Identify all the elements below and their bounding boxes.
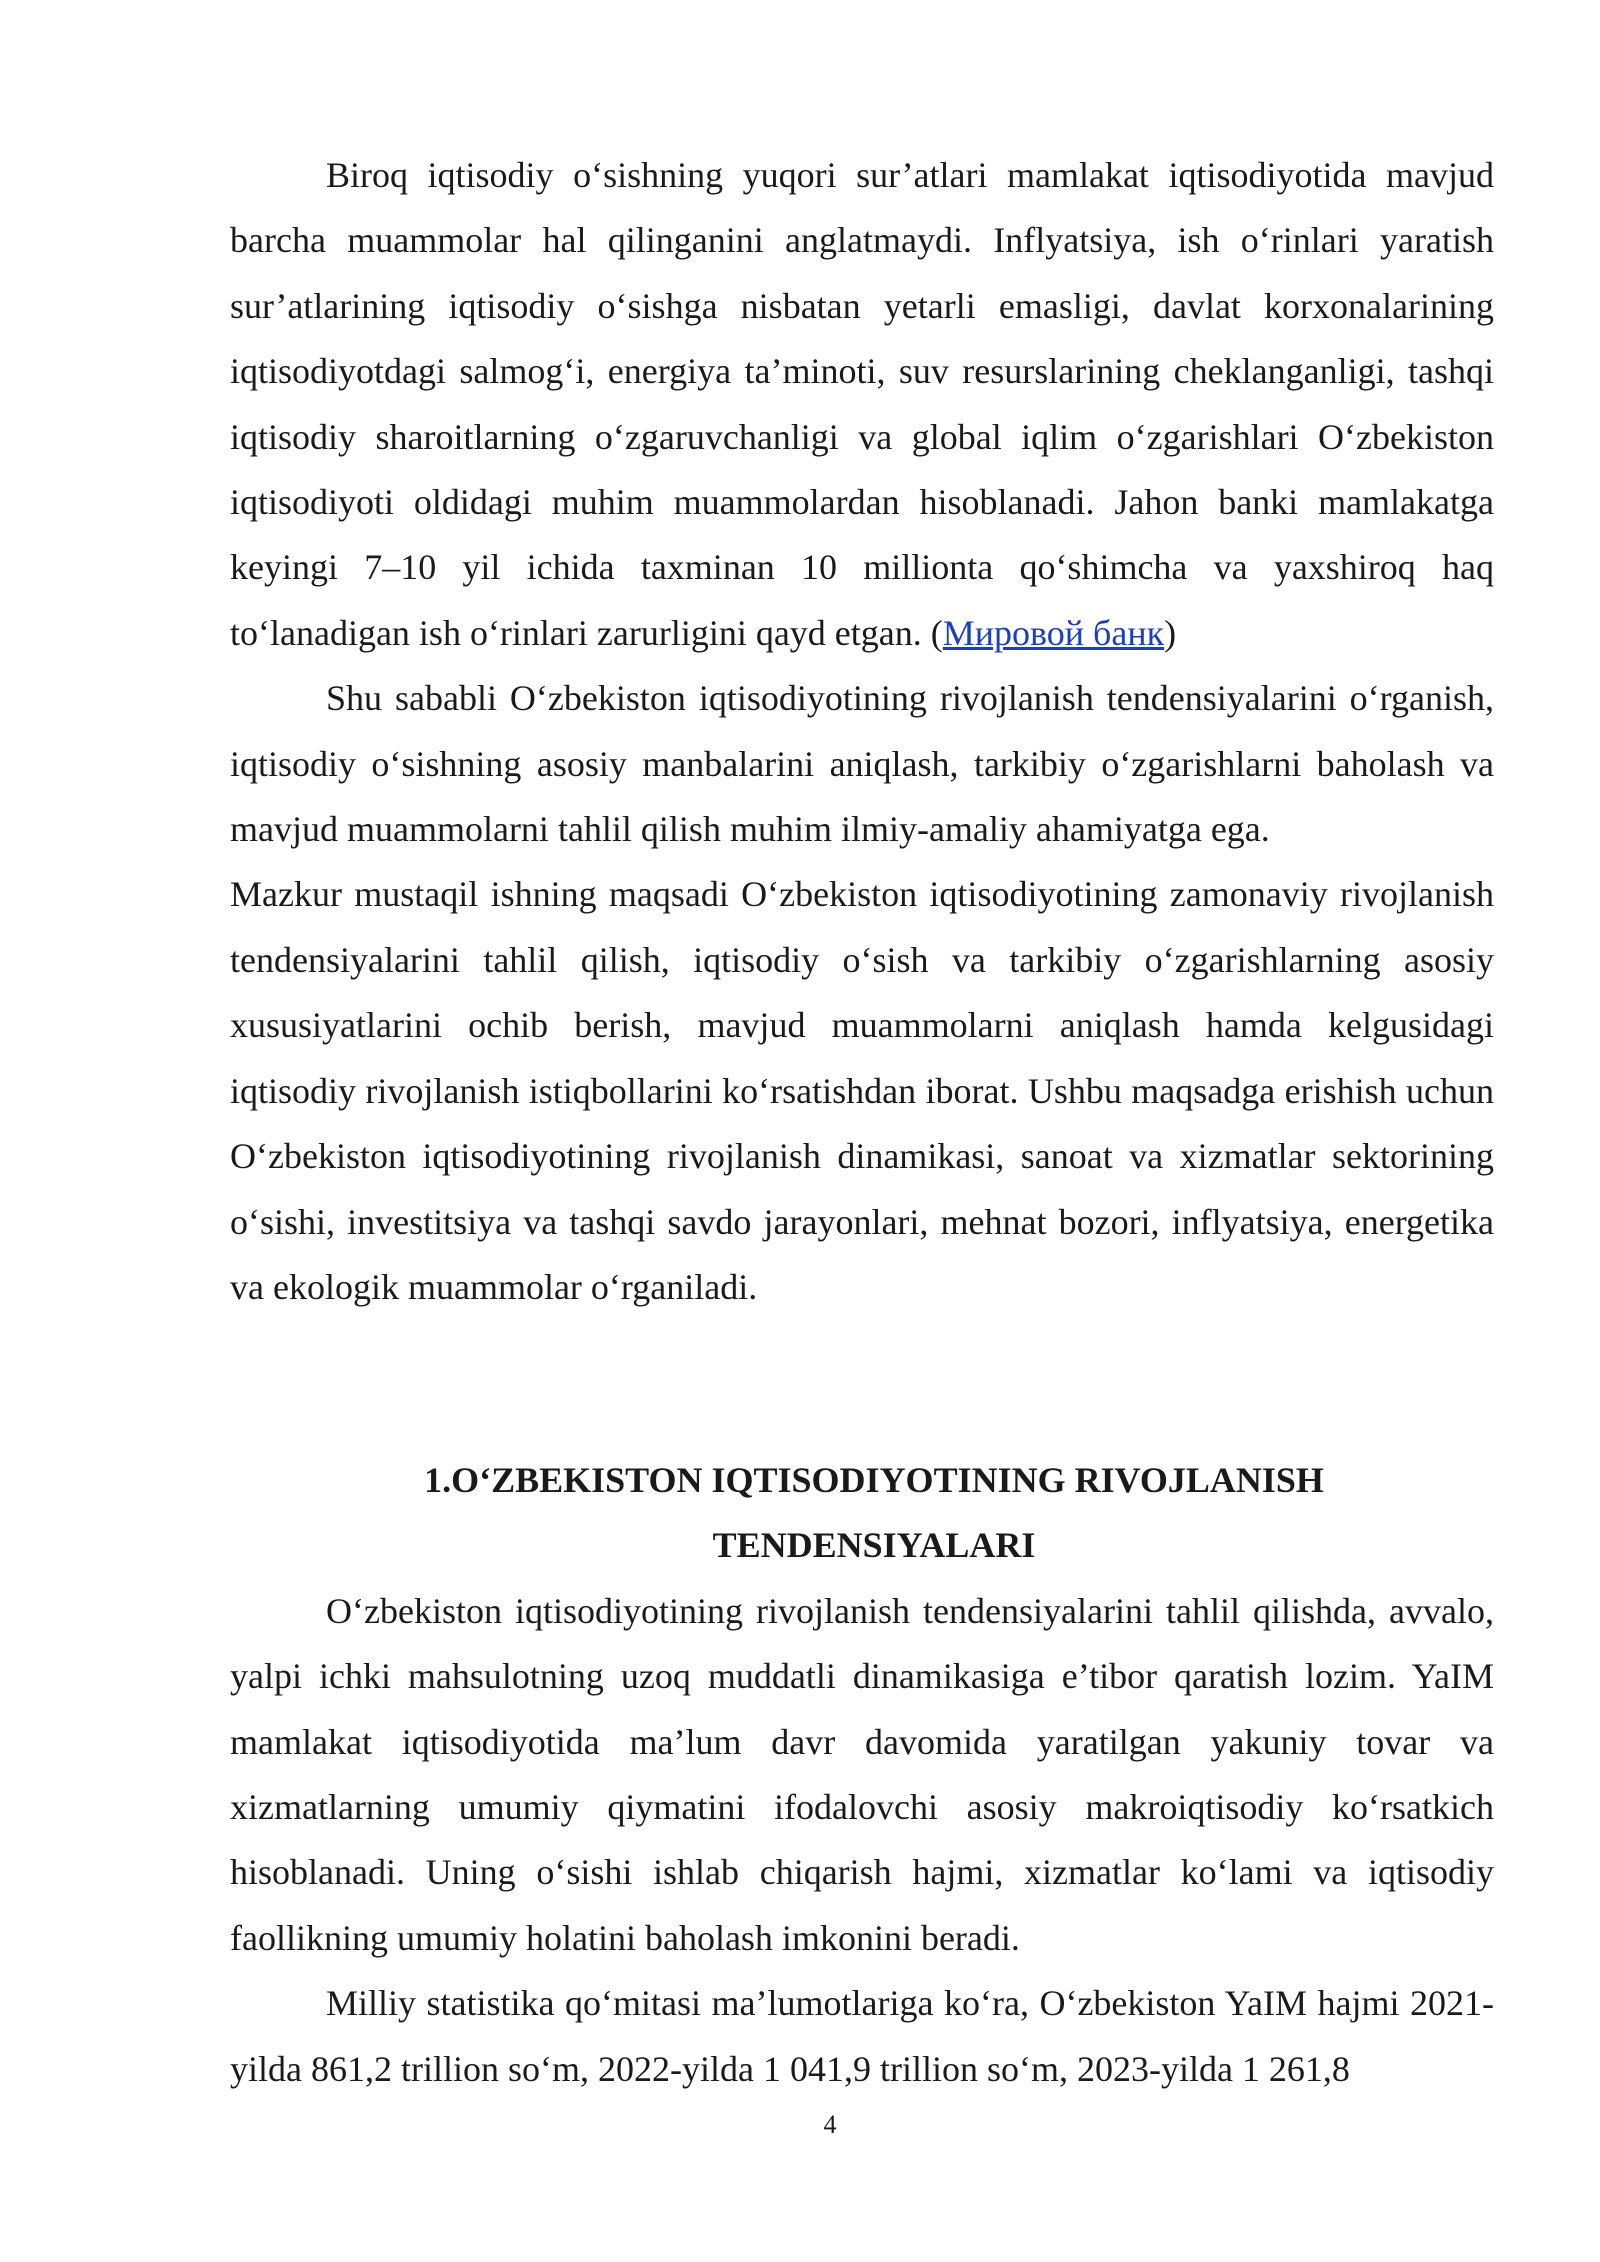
paragraph-purpose: Mazkur mustaqil ishning maqsadi O‘zbekiston iqtisodiyotining zamonaviy rivojlanish tendensiyalarini tahlil qilish, iqtisodiy o‘sish va tarkibiy o‘zgarishlarning asosiy xususiyatlarini ochib berish, mavjud muammolarni aniqlash hamda kelgusidagi iqtisodiy rivojlanish istiqbollarini ko‘rsatishdan iborat. Ushbu maqsadga erishish uchun O‘zbekiston iqtisodiyotining rivojlanish dinamikasi, sanoat va xizmatlar sektorining o‘sishi, investitsiya va tashqi savdo jarayonlari, mehnat bozori, inflyatsiya, energetika va ekologik muammolar o‘rganiladi. [230,874,1494,1307]
paragraph-intro-problems-text: Biroq iqtisodiy o‘sishning yuqori sur’atlari mamlakat iqtisodiyotida mavjud barcha muammolar hal qilinganini anglatmaydi. Inflyatsiya, ish o‘rinlari yaratish sur’atlarining iqtisodiy o‘sishga nisbatan yetarli emasligi, davlat korxonalarining iqtisodiyotdagi salmog‘i, energiya ta’minoti, suv resurslarining cheklanganligi, tashqi iqtisodiy sharoitlarning o‘zgaruvchanligi va global iqlim o‘zgarishlari O‘zbekiston iqtisodiyoti oldidagi muhim muammolardan hisoblanadi. Jahon banki mamlakatga keyingi 7–10 yil ichida taxminan 10 millionta qo‘shimcha va yaxshiroq haq to‘lanadigan ish o‘rinlari zarurligini qayd etgan. ( [230,155,1494,653]
world-bank-link[interactable]: Мировой банк [942,612,1165,653]
paragraph-intro-problems [230,143,1494,666]
paragraph-intro-problems-close: ) [1164,612,1177,653]
body-text-top [230,143,1494,1320]
section-heading-line-1: 1.O‘ZBEKISTON IQTISODIYOTINING RIVOJLANISH [424,1460,1324,1500]
paragraph-relevance: Shu sababli O‘zbekiston iqtisodiyotining rivojlanish tendensiyalarini o‘rganish, iqtisodiy o‘sishning asosiy manbalarini aniqlash, tarkibiy o‘zgarishlarni baholash va mavjud muammolarni tahlil qilish muhim ilmiy-amaliy ahamiyatga ega. [230,678,1494,850]
page-number: 4 [823,2110,837,2139]
body-text-bottom [230,1448,1494,2102]
paragraph-gdp-statistics: Milliy statistika qo‘mitasi ma’lumotlariga ko‘ra, O‘zbekiston YaIM hajmi 2021-yilda 861,2 trillion so‘m, 2022-yilda 1 041,9 trillion so‘m, 2023-yilda 1 261,8 [230,1983,1494,2089]
section-heading-line-2: TENDENSIYALARI [712,1525,1036,1566]
paragraph-gdp-analysis: O‘zbekiston iqtisodiyotining rivojlanish tendensiyalarini tahlil qilishda, avvalo, yalpi ichki mahsulotning uzoq muddatli dinamikasiga e’tibor qaratish lozim. YaIM mamlakat iqtisodiyotida ma’lum davr davomida yaratilgan yakuniy tovar va xizmatlarning umumiy qiymatini ifodalovchi asosiy makroiqtisodiy ko‘rsatkich hisoblanadi. Uning o‘sishi ishlab chiqarish hajmi, xizmatlar ko‘lami va iqtisodiy faollikning umumiy holatini baholash imkonini beradi. [230,1590,1494,1958]
